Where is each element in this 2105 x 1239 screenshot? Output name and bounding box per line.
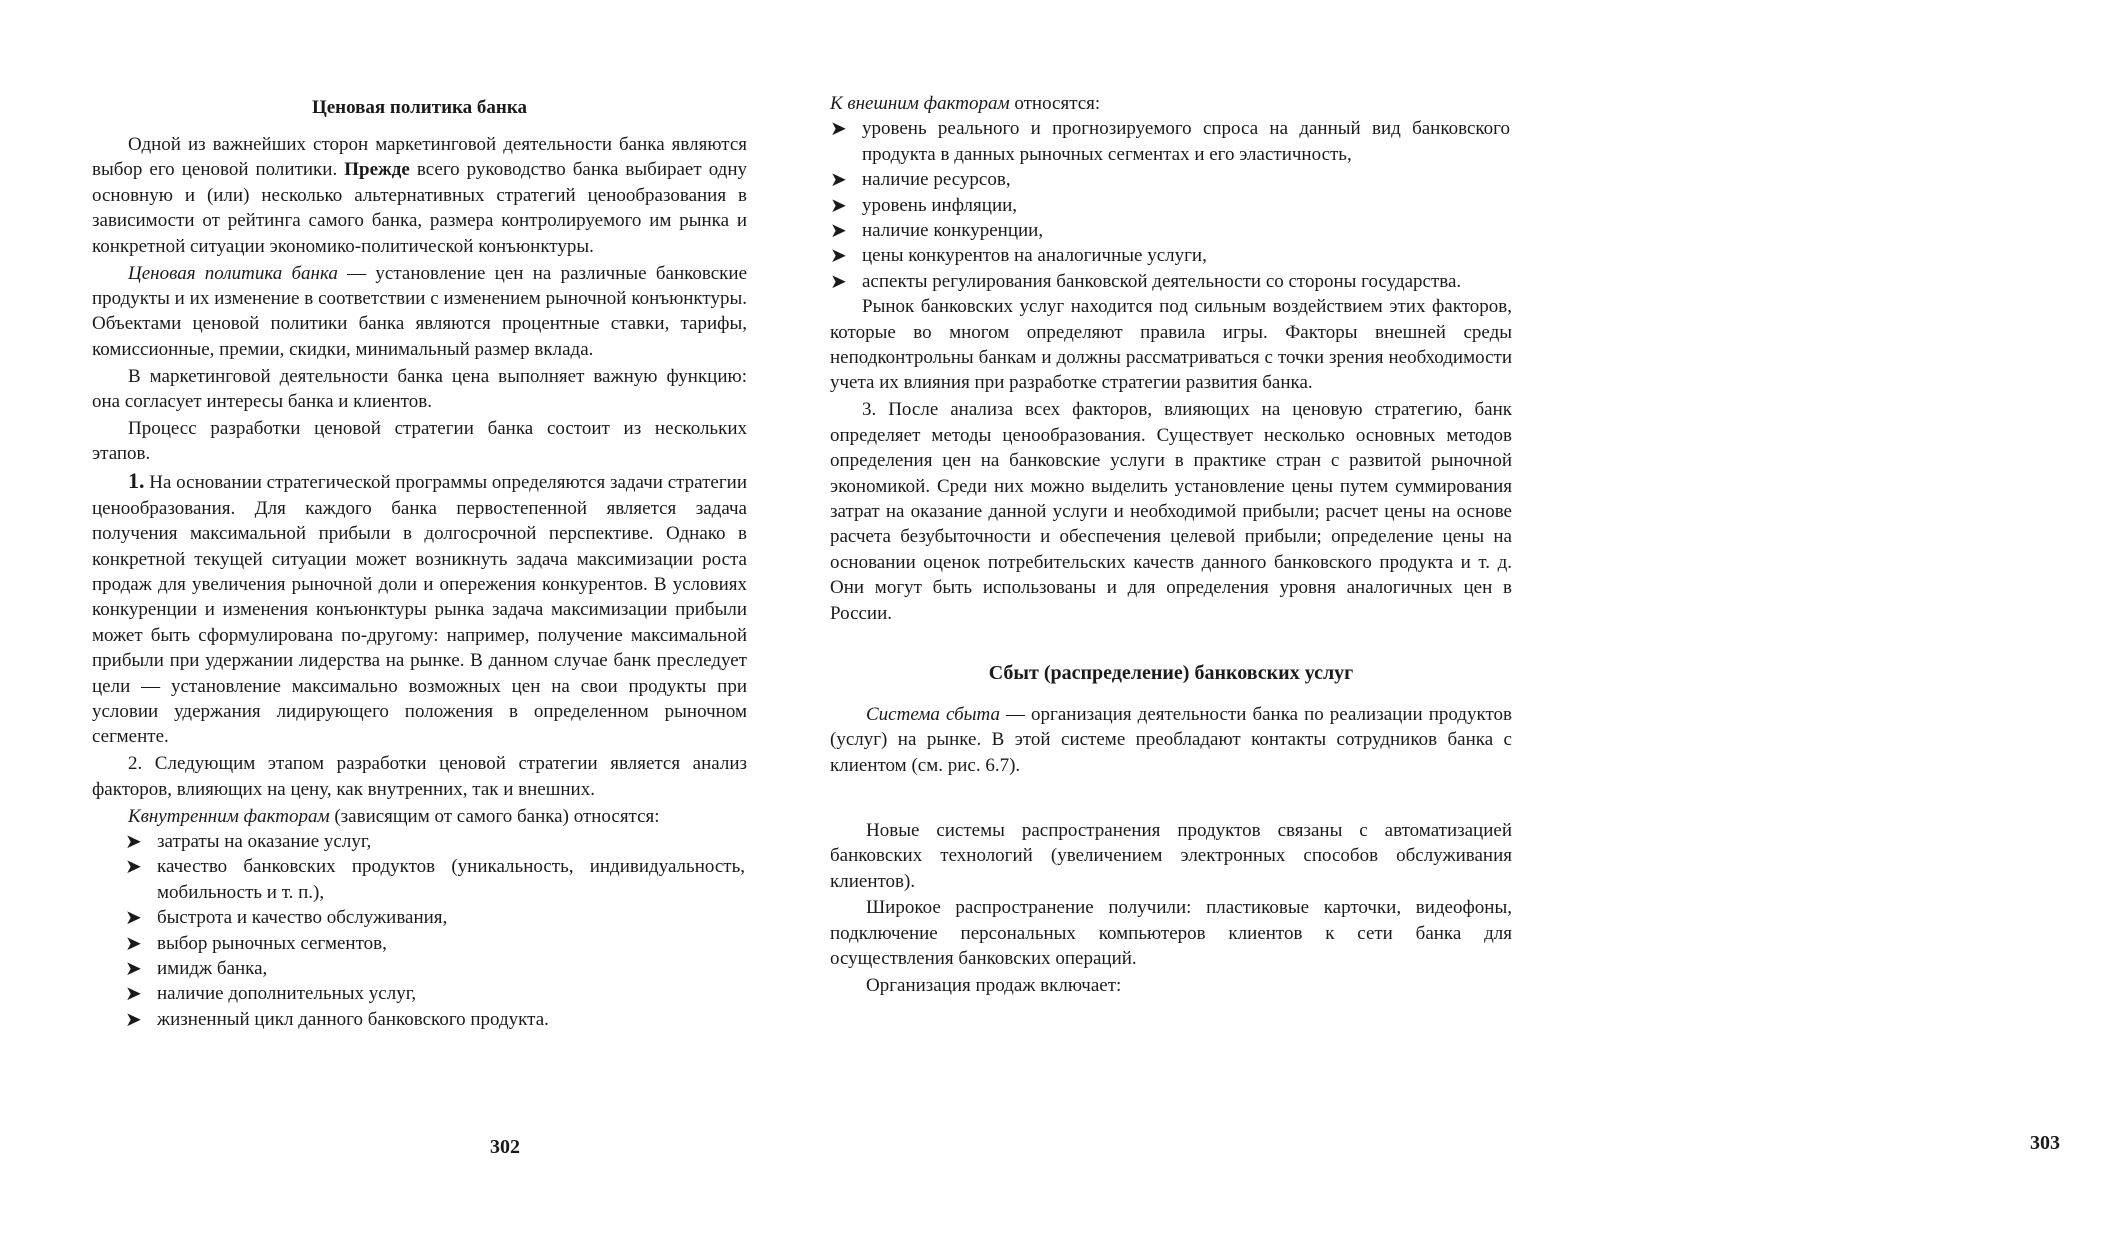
arrowhead-bullet-icon: ➤ [830, 268, 847, 293]
list-item [830, 269, 1512, 294]
arrowhead-bullet-icon: ➤ [125, 930, 142, 955]
paragraph [92, 132, 747, 259]
paragraph-text: Одной из важнейших сторон маркетинговой деятельности банка являются выбор его ценовой политики. [92, 134, 747, 181]
internal-factors-lead [92, 804, 747, 829]
list-item [830, 116, 1512, 167]
list-item-text: наличие конкуренции, [862, 220, 1044, 242]
section-heading-pricing-policy: Ценовая политика банка [311, 97, 528, 118]
list-item-text: уровень инфляции, [862, 194, 1018, 216]
arrowhead-bullet-icon: ➤ [830, 218, 847, 243]
paragraph-step-1 [92, 468, 747, 749]
arrowhead-bullet-icon: ➤ [125, 905, 142, 930]
bold-word: Прежде [344, 159, 410, 181]
defined-term: Система сбыта [866, 704, 1000, 726]
paragraph: Рынок банковских услуг находится под сильным воздействием этих факторов, которые во многом определяют правила игры. Факторы внешней среды неподконтрольны банкам и должны рассматриваться с точки зрения необходимости учета их влияния при разработке стратегии развития банка. [830, 296, 1512, 394]
list-item [830, 243, 1512, 268]
section-heading-distribution: Сбыт (распределение) банковских услуг [988, 662, 1354, 685]
list-item [125, 905, 747, 930]
list-item [125, 931, 747, 956]
defined-term: К внешним факторам [830, 93, 1010, 114]
list-item-text: наличие дополнительных услуг, [157, 983, 417, 1005]
paragraph-text: На основании стратегической программы определяются задачи стратегии ценообразования. Для каждого банка первостепенной является задача получения максимальной прибыли в долгосрочной перспективе. Однако в конкретной текущей ситуации может возникнуть задача максимизации роста продаж для увеличения рыночной доли и опережения конкурентов. В условиях конкуренции и изменения конъюнктуры рынка задача максимизации прибыли может быть сформулирована по-другому: например, получение максимальной прибыли при удержании лидерства на рынке. В данном случае банк преследует цели — установление максимально возможных цен на свои продукты при условии удержания лидирующего положения в определенном рыночном сегменте. [92, 472, 747, 748]
right-page-body [830, 91, 1512, 1000]
arrowhead-bullet-icon: ➤ [125, 1006, 142, 1031]
paragraph-text: всего руководство банка выбирает одну основную и (или) несколько альтернативных стратегий ценообразования в зависимости от рейтинга самого банка, размера контролируемого им рынка и конкретной ситуации экономико-политической конъюнктуры. [92, 159, 747, 257]
paragraph-step-2: 2. Следующим этапом разработки ценовой стратегии является анализ факторов, влияющих на цену, как внутренних, так и внешних. [92, 753, 747, 800]
defined-term: Квнутренним факторам [128, 805, 330, 827]
paragraph: Организация продаж включает: [866, 975, 1122, 997]
arrowhead-bullet-icon: ➤ [125, 854, 142, 879]
figure-gap [858, 780, 1512, 818]
arrowhead-bullet-icon: ➤ [830, 243, 847, 268]
list-item [125, 956, 747, 981]
arrowhead-bullet-icon: ➤ [830, 192, 847, 217]
list-item-text: цены конкурентов на аналогичные услуги, [862, 245, 1207, 267]
list-item-text: уровень реального и прогнозируемого спроса на данный вид банковского продукта в данных рыночных сегментах и его эластичность, [862, 118, 1510, 165]
list-item [125, 854, 747, 905]
list-item-text: быстрота и качество обслуживания, [157, 907, 448, 929]
list-item-text: аспекты регулирования банковской деятельности со стороны государства. [862, 270, 1462, 292]
paragraph-definition [92, 261, 747, 363]
arrowhead-bullet-icon: ➤ [830, 167, 847, 192]
external-factors-lead [830, 91, 1512, 116]
paragraph: В маркетинговой деятельности банка цена выполняет важную функцию: она согласует интересы банка и клиентов. [92, 365, 747, 413]
list-item [125, 829, 747, 854]
list-item-text: затраты на оказание услуг, [157, 830, 372, 852]
paragraph: Новые системы распространения продуктов связаны с автоматизацией банковских технологий (увеличением электронных способов обслуживания клиентов). [830, 819, 1512, 892]
list-item-text: наличие ресурсов, [862, 169, 1011, 191]
lead-text: (зависящим от самого банка) относятся: [329, 805, 660, 827]
page-number: 303 [2030, 1132, 2060, 1154]
paragraph: Процесс разработки ценовой стратегии банка состоит из нескольких этапов. [92, 417, 747, 465]
list-item [125, 981, 747, 1006]
internal-factors-list [125, 829, 747, 1032]
list-item [830, 193, 1512, 218]
external-factors-list [830, 116, 1512, 294]
paragraph-step-3: 3. После анализа всех факторов, влияющих на ценовую стратегию, банк определяет методы ценообразования. Существует несколько основных методов определения цен на банковские услуги в практике стран с развитой рыночной экономикой. Среди них можно выделить установление цены путем суммирования затрат на оказание данной услуги и необходимой прибыли; расчет цены на основе расчета безубыточности и обеспечения целевой прибыли; определение цены на основании оценок потребительских качеств данного банковского продукта и т. д. Они могут быть использованы и для определения уровня аналогичных цен в России. [830, 399, 1512, 624]
list-item-text: имидж банка, [157, 958, 268, 979]
paragraph: Широкое распространение получили: пластиковые карточки, видеофоны, подключение персональных компьютеров клиентов к сети банка для осуществления банковских операций. [830, 897, 1512, 970]
page-number: 302 [490, 1136, 520, 1158]
arrowhead-bullet-icon: ➤ [125, 981, 142, 1006]
paragraph-text: — организация деятельности банка по реализации продуктов (услуг) на рынке. В этой системе преобладают контакты сотрудников банка с клиентом (см. рис. 6.7). [830, 704, 1512, 776]
list-item [830, 218, 1512, 243]
paragraph-text: — установление цен на различные банковские продукты и их изменение в соответствии с изменением рыночной конъюнктуры. Объектами ценовой политики банка являются процентные ставки, тарифы, комиссионные, премии, скидки, минимальный размер вклада. [92, 262, 748, 360]
step-number: 1. [128, 468, 145, 494]
left-page-body [92, 132, 747, 1032]
arrowhead-bullet-icon: ➤ [125, 956, 142, 980]
list-item-text: выбор рыночных сегментов, [157, 932, 387, 954]
list-item [830, 167, 1512, 192]
list-item-text: жизненный цикл данного банковского продукта. [157, 1008, 549, 1030]
paragraph-definition [830, 702, 1512, 778]
list-item [125, 1007, 747, 1032]
arrowhead-bullet-icon: ➤ [830, 116, 847, 141]
arrowhead-bullet-icon: ➤ [125, 828, 142, 853]
defined-term: Ценовая политика банка [128, 262, 338, 284]
lead-text: относятся: [1009, 93, 1101, 114]
list-item-text: качество банковских продуктов (уникальность, индивидуальность, мобильность и т. п.), [157, 856, 745, 903]
